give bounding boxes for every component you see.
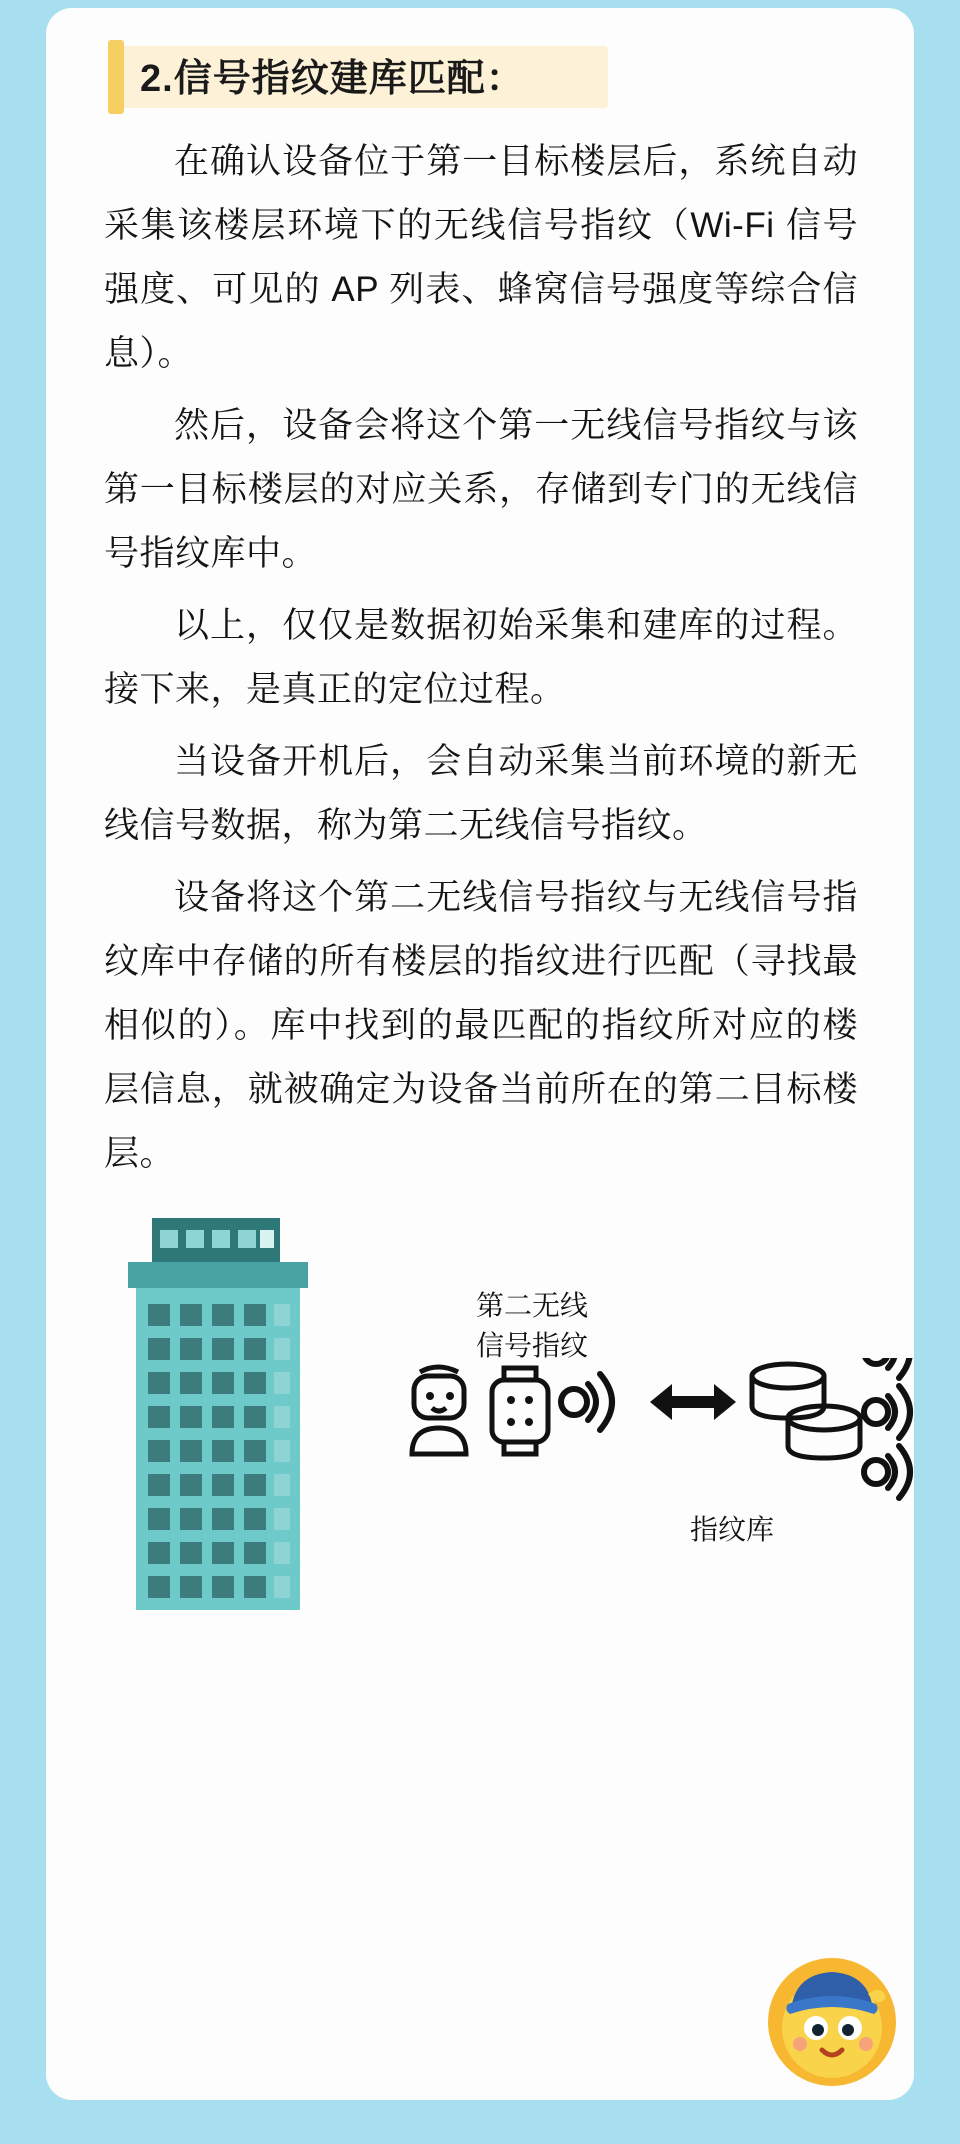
article-body	[86, 130, 874, 1186]
signal-label-line-1: 第二无线	[476, 1290, 589, 1321]
paragraph-5: 设备将这个第二无线信号指纹与无线信号指纹库中存储的所有楼层的指纹进行匹配（寻找最相似的）。库中找到的最匹配的指纹所对应的楼层信息，就被确定为设备当前所在的第二目标楼层。	[104, 878, 858, 1173]
signal-label-line-2: 信号指纹	[476, 1330, 589, 1361]
building-icon	[108, 1218, 348, 1618]
paragraph-3: 以上，仅仅是数据初始采集和建库的过程。接下来，是真正的定位过程。	[104, 606, 858, 709]
wireless-signal-icon	[864, 1386, 910, 1438]
illustration	[86, 1208, 874, 1668]
content-card	[46, 8, 914, 2100]
page-title: 2.信号指纹建库匹配：	[140, 58, 525, 100]
wireless-signal-icon	[864, 1358, 910, 1378]
matching-scene	[406, 1358, 914, 1588]
database-stack-icon	[752, 1364, 860, 1458]
smart-watch-icon	[492, 1368, 548, 1454]
person-icon	[412, 1367, 466, 1454]
wireless-signal-icon	[864, 1446, 910, 1498]
paragraph-2: 然后，设备会将这个第一无线信号指纹与该第一目标楼层的对应关系，存储到专门的无线信号指纹库中。	[104, 406, 858, 573]
heading-accent-bar	[108, 40, 124, 114]
database-label: 指纹库	[690, 1514, 775, 1545]
paragraph-4: 当设备开机后，会自动采集当前环境的新无线信号数据，称为第二无线信号指纹。	[104, 742, 858, 845]
section-heading	[108, 40, 874, 118]
signal-fingerprint-label	[476, 1286, 588, 1366]
mascot-avatar[interactable]	[764, 1954, 900, 2090]
paragraph-1: 在确认设备位于第一目标楼层后，系统自动采集该楼层环境下的无线信号指纹（Wi-Fi 信号强度、可见的 AP 列表、蜂窝信号强度等综合信息）。	[104, 142, 858, 373]
wireless-signal-icon	[561, 1374, 612, 1430]
two-way-arrow-icon	[650, 1384, 736, 1420]
